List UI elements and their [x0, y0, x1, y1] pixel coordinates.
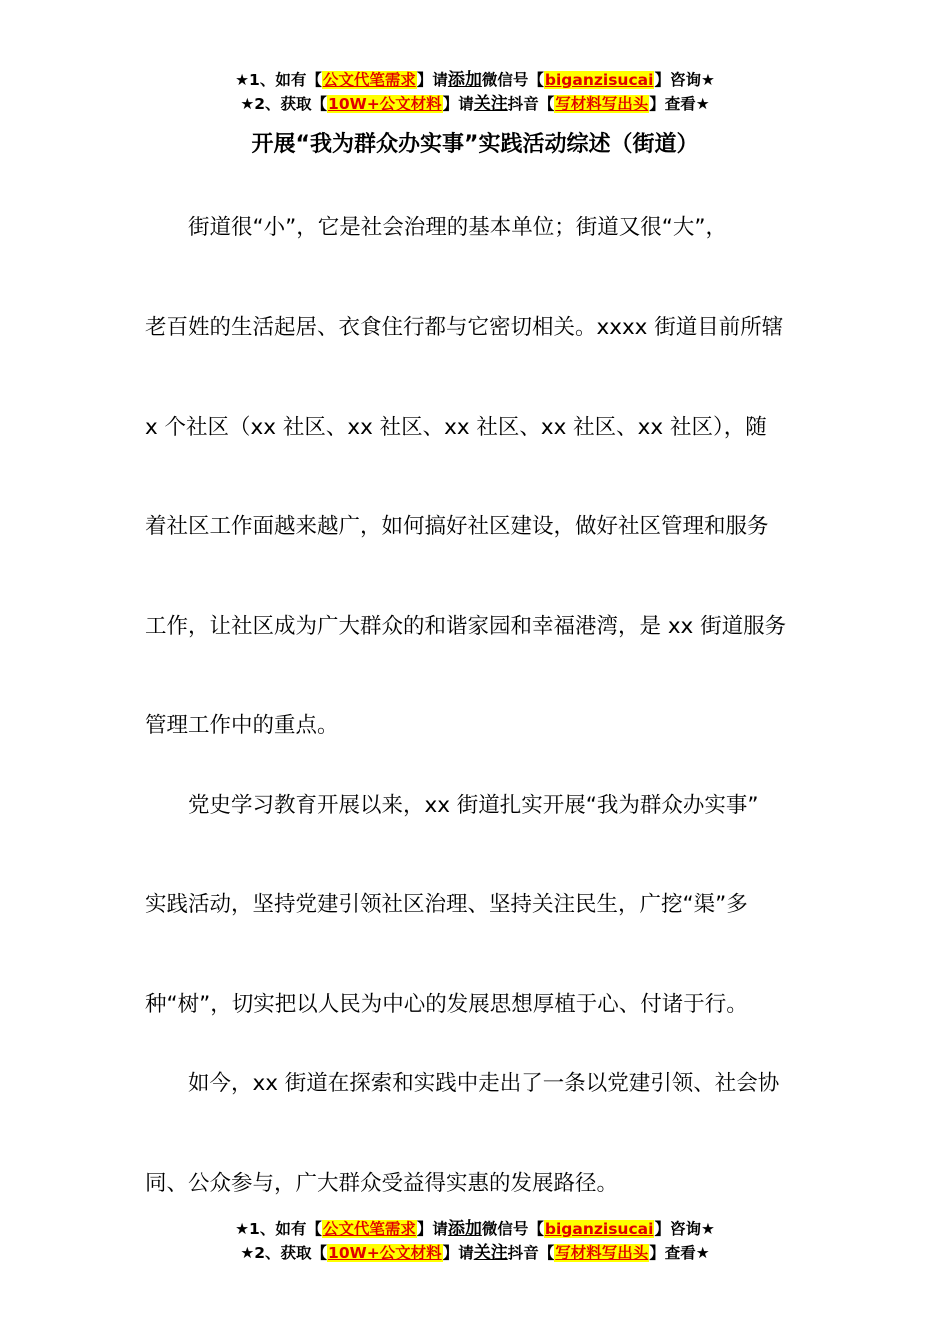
- banner-text: 抖音【: [507, 95, 555, 113]
- body-line: 街道很“小”，它是社会治理的基本单位；街道又很“大”，: [188, 215, 728, 240]
- body-line: 工作，让社区成为广大群众的和谐家园和幸福港湾，是 xx 街道服务: [145, 614, 787, 639]
- banner-text: 】请: [416, 1220, 448, 1238]
- banner-highlight-service: 公文代笔需求: [322, 71, 416, 89]
- body-line: 如今，xx 街道在探索和实践中走出了一条以党建引领、社会协: [188, 1071, 780, 1096]
- banner-text: 微信号【: [481, 1220, 544, 1238]
- body-line: 种“树”，切实把以人民为中心的发展思想厚植于心、付诸于行。: [145, 992, 748, 1017]
- banner-highlight-materials: 10W+公文材料: [328, 95, 442, 113]
- banner-highlight-wechat-id: biganzisucai: [544, 1220, 654, 1238]
- body-line: 实践活动，坚持党建引领社区治理、坚持关注民生，广挖“渠”多: [145, 892, 748, 917]
- banner-emphasis: 关注: [473, 1243, 508, 1263]
- banner-emphasis: 添加: [447, 70, 482, 90]
- banner-line-2: [0, 92, 950, 116]
- banner-highlight-douyin-account: 写材料写出头: [555, 95, 649, 113]
- banner-text: 】咨询★: [654, 1220, 715, 1238]
- body-line: 党史学习教育开展以来，xx 街道扎实开展“我为群众办实事”: [188, 793, 759, 818]
- banner-text: 抖音【: [507, 1244, 555, 1262]
- body-line: x 个社区（xx 社区、xx 社区、xx 社区、xx 社区、xx 社区），随: [145, 415, 767, 440]
- banner-text: ★2、获取【: [240, 1244, 328, 1262]
- body-line: 老百姓的生活起居、衣食住行都与它密切相关。xxxx 街道目前所辖: [145, 315, 784, 340]
- body-line: 同、公众参与，广大群众受益得实惠的发展路径。: [145, 1171, 619, 1196]
- banner-text: 】查看★: [649, 1244, 710, 1262]
- banner-text: 】查看★: [649, 95, 710, 113]
- banner-highlight-douyin-account: 写材料写出头: [555, 1244, 649, 1262]
- banner-emphasis: 添加: [447, 1219, 482, 1239]
- banner-text: ★1、如有【: [235, 71, 322, 89]
- banner-line-2: [0, 1241, 950, 1265]
- banner-emphasis: 关注: [473, 94, 508, 114]
- banner-text: ★1、如有【: [235, 1220, 322, 1238]
- header-banner: [0, 68, 950, 116]
- banner-text: 】请: [442, 1244, 474, 1262]
- banner-highlight-materials: 10W+公文材料: [328, 1244, 442, 1262]
- banner-highlight-service: 公文代笔需求: [322, 1220, 416, 1238]
- document-title: 开展“我为群众办实事”实践活动综述（街道）: [251, 132, 699, 157]
- banner-text: ★2、获取【: [240, 95, 328, 113]
- banner-text: 】请: [442, 95, 474, 113]
- banner-highlight-wechat-id: biganzisucai: [544, 71, 654, 89]
- footer-banner: [0, 1217, 950, 1265]
- body-line: 管理工作中的重点。: [145, 713, 339, 738]
- banner-line-1: [0, 1217, 950, 1241]
- banner-text: 】请: [416, 71, 448, 89]
- body-line: 着社区工作面越来越广，如何搞好社区建设，做好社区管理和服务: [145, 514, 769, 539]
- banner-line-1: [0, 68, 950, 92]
- banner-text: 】咨询★: [654, 71, 715, 89]
- banner-text: 微信号【: [481, 71, 544, 89]
